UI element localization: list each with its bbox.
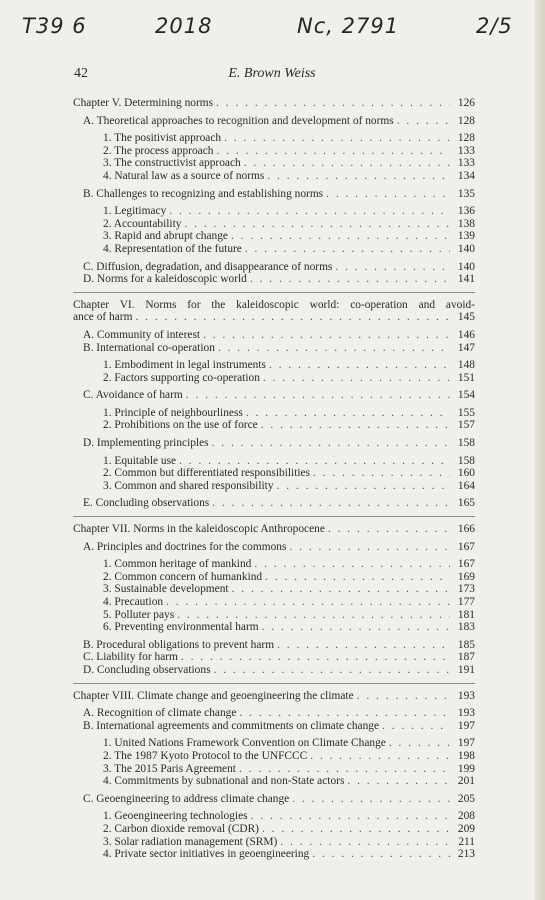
toc-page-number: 166: [457, 523, 475, 536]
toc-page-number: 193: [457, 689, 475, 702]
leader-dots: [389, 737, 450, 750]
leader-dots: [212, 437, 450, 450]
toc-entry-title: A. Recognition of climate change: [83, 707, 237, 720]
toc-page-number: 183: [457, 621, 475, 634]
table-of-contents: [73, 97, 475, 861]
toc-subsection: [73, 609, 475, 622]
toc-section: [73, 651, 475, 664]
toc-subsection: [73, 558, 475, 571]
toc-page-number: 148: [457, 359, 475, 372]
toc-page-number: 167: [457, 540, 475, 553]
leader-dots: [261, 419, 450, 432]
leader-dots: [184, 218, 450, 231]
leader-dots: [326, 188, 450, 201]
toc-entry-title: 3. Sustainable development: [103, 583, 229, 596]
toc-section: [73, 497, 475, 510]
toc-page-number: 154: [457, 389, 475, 402]
leader-dots: [263, 372, 450, 385]
toc-chapter: [73, 523, 475, 536]
leader-dots: [254, 558, 450, 571]
handwritten-note: 2/5: [476, 14, 513, 38]
toc-entry-title: 4. Natural law as a source of norms: [103, 169, 265, 182]
leader-dots: [328, 523, 450, 536]
toc-entry-title: D. Concluding observations: [83, 663, 211, 676]
toc-section: [73, 793, 475, 806]
toc-subsection: [73, 218, 475, 231]
toc-entry-title: 4. Precaution: [103, 596, 164, 608]
toc-page-number: 185: [457, 638, 475, 651]
handwritten-note: T39 6: [22, 14, 87, 38]
toc-section: [73, 707, 475, 720]
toc-chapter: [73, 299, 475, 324]
leader-dots: [250, 273, 450, 286]
toc-page-number: 136: [457, 205, 475, 218]
toc-subsection: [73, 407, 475, 420]
toc-subsection: [73, 596, 475, 609]
leader-dots: [218, 342, 450, 355]
toc-page-number: 199: [457, 762, 475, 775]
toc-subsection: [73, 583, 475, 596]
toc-subsection: [73, 372, 475, 385]
toc-subsection: [73, 750, 475, 763]
toc-page-number: 128: [457, 132, 475, 145]
toc-page-number: 197: [457, 719, 475, 732]
toc-entry-title: 3. Common and shared responsibility: [103, 479, 274, 492]
toc-page-number: 126: [457, 97, 475, 109]
toc-entry-title: 1. Common heritage of mankind: [103, 558, 252, 571]
toc-entry-title: 2. Common concern of humankind: [103, 570, 263, 583]
toc-entry-title: D. Implementing principles: [83, 437, 209, 450]
leader-dots: [135, 311, 450, 324]
toc-entry-title: 4. Private sector initiatives in geoengineering: [103, 848, 310, 861]
toc-entry-title: D. Norms for a kaleidoscopic world: [83, 273, 247, 286]
toc-subsection: [73, 230, 475, 243]
toc-entry-title: 2. Carbon dioxide removal (CDR): [103, 822, 259, 835]
leader-dots: [357, 690, 450, 703]
toc-entry-title: C. Diffusion, degradation, and disappearance of norms: [83, 260, 333, 273]
leader-dots: [277, 480, 450, 493]
toc-page-number: 209: [457, 822, 475, 835]
toc-subsection: [73, 480, 475, 493]
leader-dots: [246, 407, 450, 420]
toc-entry: [73, 311, 475, 324]
leader-dots: [239, 763, 450, 776]
toc-subsection: [73, 170, 475, 183]
toc-page-number: 197: [457, 737, 475, 750]
toc-entry-title: C. Avoidance of harm: [83, 389, 183, 402]
toc-page-number: 147: [457, 341, 475, 354]
leader-dots: [262, 621, 450, 634]
toc-subsection: [73, 467, 475, 480]
toc-entry-title: 1. Legitimacy: [103, 205, 167, 218]
toc-section: [73, 188, 475, 201]
leader-dots: [224, 132, 450, 145]
page-header: [68, 66, 476, 86]
divider: [73, 292, 475, 293]
toc-page-number: 155: [457, 406, 475, 419]
toc-entry-title: 3. Rapid and abrupt change: [103, 230, 228, 243]
toc-subsection: [73, 145, 475, 158]
leader-dots: [232, 583, 450, 596]
leader-dots: [265, 571, 450, 584]
toc-entry-title: 2. The 1987 Kyoto Protocol to the UNFCCC: [103, 749, 308, 762]
toc-section: [73, 541, 475, 554]
toc-page-number: 165: [457, 497, 475, 510]
toc-subsection: [73, 419, 475, 432]
toc-subsection: [73, 359, 475, 372]
divider: [73, 516, 475, 517]
leader-dots: [267, 170, 450, 183]
toc-page-number: 141: [457, 273, 475, 286]
toc-entry-title: B. Challenges to recognizing and establishing norms: [83, 187, 324, 200]
toc-entry-title: 1. Embodiment in legal instruments: [103, 359, 266, 372]
toc-entry-title: 1. United Nations Framework Convention on Climate Change: [103, 737, 386, 750]
toc-entry-title: 6. Preventing environmental harm: [103, 621, 259, 634]
toc-entry-title: 1. The positivist approach: [103, 132, 222, 145]
toc-page-number: 191: [457, 663, 475, 676]
toc-entry-title: A. Community of interest: [83, 328, 201, 341]
toc-page-number: 128: [457, 114, 475, 127]
toc-section: [73, 261, 475, 274]
toc-page-number: 177: [457, 596, 475, 608]
toc-page-number: 133: [457, 144, 475, 157]
toc-subsection: [73, 848, 475, 861]
leader-dots: [179, 455, 450, 468]
leader-dots: [203, 329, 450, 342]
toc-subsection: [73, 243, 475, 256]
toc-entry-title: ance of harm: [73, 311, 133, 324]
leader-dots: [269, 359, 450, 372]
toc-entry-title: 2. Prohibitions on the use of force: [103, 419, 258, 432]
toc-entry-title: Chapter VIII. Climate change and geoengineering the climate: [73, 689, 354, 702]
toc-page-number: 139: [457, 230, 475, 243]
toc-subsection: [73, 205, 475, 218]
toc-page-number: 158: [457, 454, 475, 467]
toc-subsection: [73, 836, 475, 849]
toc-chapter: [73, 97, 475, 110]
leader-dots: [277, 639, 450, 652]
leader-dots: [262, 823, 450, 836]
toc-page-number: 193: [457, 707, 475, 720]
toc-entry-title: C. Geoengineering to address climate change: [83, 792, 290, 805]
toc-page-number: 169: [457, 570, 475, 583]
toc-section: [73, 437, 475, 450]
toc-page-number: 138: [457, 217, 475, 230]
leader-dots: [382, 720, 450, 733]
toc-page-number: 213: [457, 848, 475, 861]
toc-page-number: 208: [457, 810, 475, 823]
divider: [73, 683, 475, 684]
toc-section: [73, 664, 475, 677]
toc-page-number: 140: [457, 242, 475, 255]
toc-page-number: 157: [457, 419, 475, 432]
page-number: 42: [74, 66, 88, 81]
toc-subsection: [73, 571, 475, 584]
toc-subsection: [73, 810, 475, 823]
toc-subsection: [73, 157, 475, 170]
toc-page-number: 211: [458, 835, 475, 848]
toc-section: [73, 329, 475, 342]
leader-dots: [212, 497, 450, 510]
toc-page-number: 201: [457, 775, 475, 788]
toc-entry-title: 3. The 2015 Paris Agreement: [103, 762, 236, 775]
toc-page-number: 146: [457, 328, 475, 341]
page-edge: [535, 0, 545, 900]
toc-subsection: [73, 737, 475, 750]
toc-subsection: [73, 455, 475, 468]
toc-page-number: 187: [457, 651, 475, 664]
leader-dots: [166, 596, 450, 609]
toc-subsection: [73, 132, 475, 145]
toc-entry-title: C. Liability for harm: [83, 651, 178, 664]
toc-entry-title: B. International agreements and commitments on climate change: [83, 719, 380, 732]
toc-section: [73, 115, 475, 128]
toc-page-number: 158: [457, 437, 475, 450]
toc-page-number: 160: [457, 467, 475, 480]
toc-page-number: 173: [457, 583, 475, 596]
toc-chapter: [73, 690, 475, 703]
toc-entry-title: Chapter V. Determining norms: [73, 97, 214, 109]
toc-entry-title: Chapter VII. Norms in the kaleidoscopic Anthropocene: [73, 523, 325, 536]
toc-entry-title: 1. Equitable use: [103, 454, 177, 467]
toc-entry-title: B. International co-operation: [83, 341, 215, 354]
toc-entry-title: 4. Commitments by subnational and non-State actors: [103, 775, 345, 788]
toc-entry-title: E. Concluding observations: [83, 497, 210, 510]
toc-section: [73, 720, 475, 733]
leader-dots: [251, 810, 450, 823]
toc-page-number: 135: [457, 187, 475, 200]
leader-dots: [217, 145, 451, 158]
toc-entry-title: 1. Geoengineering technologies: [103, 810, 248, 823]
toc-page-number: 181: [457, 608, 475, 621]
handwritten-note: 2018: [155, 14, 213, 38]
leader-dots: [280, 836, 450, 849]
toc-entry-title: 1. Principle of neighbourliness: [103, 406, 243, 419]
toc-entry-title: 2. Accountability: [103, 217, 182, 230]
leader-dots: [335, 261, 450, 274]
leader-dots: [239, 707, 450, 720]
toc-page-number: 205: [457, 792, 475, 805]
leader-dots: [312, 848, 450, 861]
toc-entry-title: 3. Solar radiation management (SRM): [103, 835, 278, 848]
leader-dots: [177, 609, 450, 622]
toc-entry-title: A. Theoretical approaches to recognition and development of norms: [83, 114, 394, 127]
toc-page-number: 133: [457, 157, 475, 170]
toc-entry-title: 3. The constructivist approach: [103, 157, 241, 170]
toc-subsection: [73, 621, 475, 634]
leader-dots: [231, 230, 450, 243]
leader-dots: [216, 97, 450, 110]
toc-entry-title: Chapter VI. Norms for the kaleidoscopic world: co-operation and avoid-: [73, 298, 475, 311]
toc-page-number: 134: [457, 169, 475, 182]
toc-entry-title: B. Procedural obligations to prevent harm: [83, 638, 275, 651]
leader-dots: [186, 389, 450, 402]
toc-section: [73, 639, 475, 652]
toc-entry-title: 5. Polluter pays: [103, 608, 175, 621]
toc-entry-title: 2. The process approach: [103, 144, 214, 157]
leader-dots: [181, 651, 450, 664]
toc-section: [73, 389, 475, 402]
toc-entry-title: 4. Representation of the future: [103, 242, 242, 255]
toc-page-number: 140: [457, 260, 475, 273]
leader-dots: [244, 157, 450, 170]
leader-dots: [397, 115, 450, 128]
leader-dots: [347, 775, 450, 788]
leader-dots: [245, 243, 450, 256]
toc-page-number: 145: [457, 311, 475, 324]
leader-dots: [313, 467, 450, 480]
toc-page-number: 167: [457, 558, 475, 571]
toc-entry-title: A. Principles and doctrines for the commons: [83, 540, 287, 553]
leader-dots: [292, 793, 450, 806]
leader-dots: [214, 664, 451, 677]
leader-dots: [310, 750, 450, 763]
leader-dots: [289, 541, 450, 554]
toc-subsection: [73, 775, 475, 788]
toc-subsection: [73, 763, 475, 776]
toc-subsection: [73, 823, 475, 836]
toc-entry-title: 2. Factors supporting co-operation: [103, 371, 260, 384]
leader-dots: [169, 205, 450, 218]
handwritten-annotations: [0, 14, 545, 54]
handwritten-note: Nc, 2791: [297, 14, 400, 38]
toc-section: [73, 273, 475, 286]
toc-entry-title: 2. Common but differentiated responsibilities: [103, 467, 311, 480]
toc-page-number: 198: [457, 749, 475, 762]
running-head: E. Brown Weiss: [228, 66, 316, 81]
toc-page-number: 164: [457, 479, 475, 492]
toc-page-number: 151: [457, 371, 475, 384]
toc-section: [73, 342, 475, 355]
